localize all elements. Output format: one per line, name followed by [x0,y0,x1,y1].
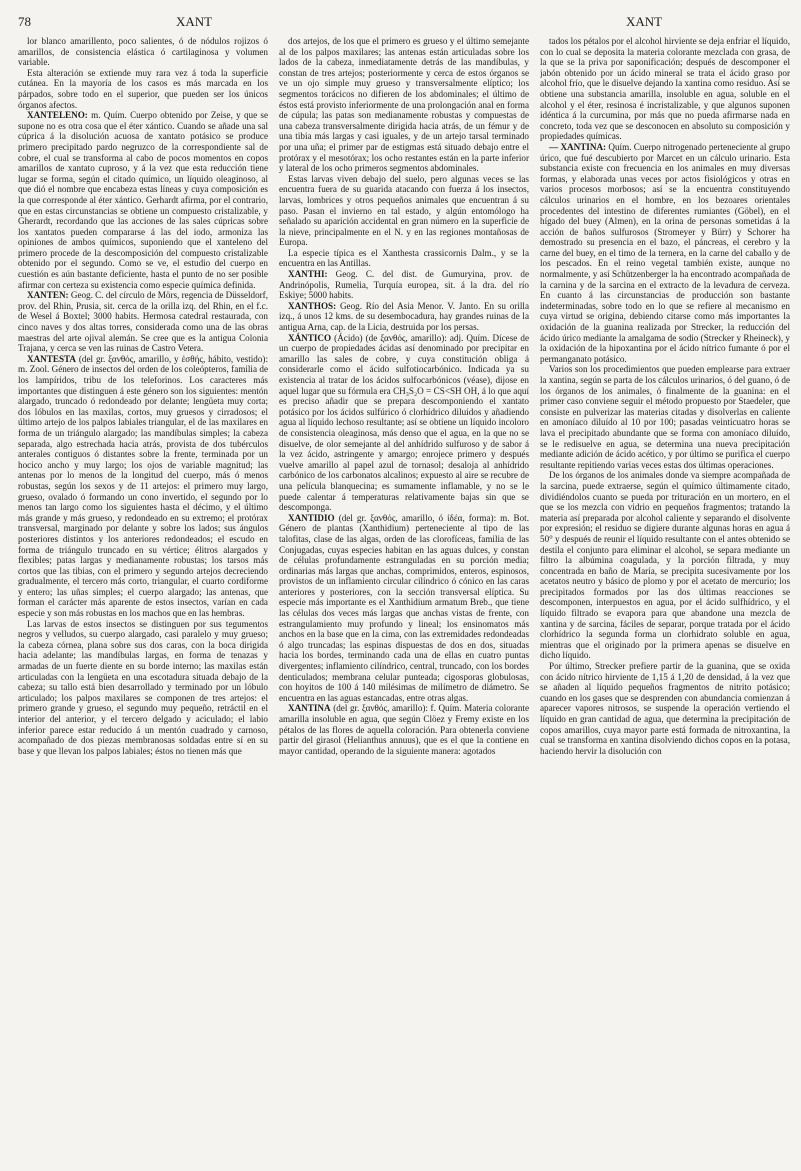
entry-headword: XÁNTICO [288,332,332,343]
entry-headword: XANTIDIO [288,512,335,523]
entry-headword: XANTELENO: [27,110,88,121]
paragraph [540,470,790,661]
entry-headword: XANTESTA [27,353,77,364]
dictionary-entry [279,333,529,513]
paragraph [279,174,529,248]
dictionary-entry [279,269,529,301]
dictionary-entry [279,301,529,333]
paragraph-text: dos artejos, de los que el primero es grueso y el último semejante al de los palpos maxilares; las antenas están articuladas sobre los lados de la cabeza, inmediatamente detrás de las mandíbulas, y constan de tres artejos; posteriormente y cerca de estos órganos se ve un ojo simple muy grueso y transversalmente elíptico; los segmentos torácicos no difieren de los abdominales; el último de éstos está provisto inferiormente de una prolongación anal en forma de cúpula; las patas son medianamente robustas y compuestas de una cabeza transversalmente dirigida hacia atrás, de un fémur y de una tibia más largas y casi iguales, y de un artejo tarsal terminado por una uña; el primer par de estigmas está situado debajo entre el protórax y el mesotórax; los ocho restantes están en la parte inferior y lateral de los ocho primeros segmentos abdominales. [279,36,529,174]
paragraph-text: Geog. Río del Asia Menor. V. Janto. En su orilla izq., á unos 12 kms. de su desembocadura, hay grandes ruinas de la antigua Arna, cap. de la Licia, destruida por los persas. [279,300,529,333]
paragraph [18,36,268,68]
paragraph-text: Por último, Strecker prefiere partir de la guanina, que se oxida con ácido nítrico hirviente de 1,15 á 1,20 de densidad, á la vez que se añaden al líquido pequeños fragmentos de nitrito potásico; cuando en los gases que se desprenden con abundancia comienzan á aparecer vapores nitrosos, se suspende la operación vertiendo el líquido en gran cantidad de agua, que determina la precipitación de copos amarillos, cuya mayor parte está formada de nitroxantina, la cual se transforma en xantina disolviendo dichos copos en la potasa, haciendo hervir la disolución con [540,661,790,756]
dictionary-entry [18,110,268,290]
paragraph-text: La especie típica es el Xanthesta crassicornis Dalm., y se la encuentra en las Antillas. [279,247,529,269]
paragraph-text: m. Quím. Cuerpo obtenido por Zeise, y que se supone no es otra cosa que el éter xántico. Cuando se añade una sal cúprica á la disolución acuosa de xantato potásico se produce primero precipitado pardo negruzco de la correspondiente sal de cobre, el cual se transforma al cabo de pocos momentos en copos amarillos de xantato cuproso, y á la vez que esta reducción tiene lugar se forma, según el citado químico, un líquido oleaginoso, al que dió el nombre que encabeza estas líneas y cuya composición es la que corresponde al éter xántico. Gerhardt afirma, por el contrario, que en estas circunstancias se obtiene un compuesto cristalizable, y Gherardt, recordando que las acciones de las sales cúpricas sobre los xantatos pueden compararse á las del iodo, armoniza las opiniones de ambos químicos, suponiendo que el xanteleno del primero procede de la descomposición del compuesto cristalizable obtenido por el segundo. Como se ve, el estudio del cuerpo en cuestión es aún bastante deficiente, hasta el punto de no ser posible afirmar con certeza su existencia como especie química definida. [18,110,268,290]
paragraph-text: tados los pétalos por el alcohol hirviente se deja enfriar el líquido, con lo cual se deposita la materia colorante mezclada con grasa, de la que se la priva por saponificación; después de descomponer el jabón obtenido por un ácido mineral se trata el ácido graso por alcohol frío, que le disuelve dejando la xantina como residuo. Así se obtiene una substancia amarilla, insoluble en agua, soluble en el alcohol y el éter, resinosa é incristalizable, y que algunos suponen idéntica á la curcumina, por más que no pueda afirmarse nada en concreto, toda vez que se desconocen en absoluto su composición y propiedades químicas. [540,36,790,142]
dictionary-entry [18,354,268,619]
paragraph-text: Esta alteración se extiende muy rara vez á toda la superficie cutánea. En la mayoría de los casos es más marcada en los párpados, sobre todo en el superior, que pueden ser los únicos órganos afectos. [18,67,268,110]
running-head-left: XANT [176,14,213,29]
entry-headword: XANTHOS: [288,300,337,311]
paragraph-text: Quím. Cuerpo nitrogenado perteneciente al grupo úrico, que fué descubierto por Marcet en un cálculo urinario. Esta substancia existe con frecuencia en los animales en muy diversas formas, y elaborada unas veces por actos fisiológicos y otras en varios procesos morbosos; así se la encuentra constituyendo cálculos urinarios en el hombre, en los bezoares orientales procedentes del intestino de diferentes rumiantes (Göbel), en el hígado del buey (Almen), en la orina de personas sometidas á la acción de baños sulfurosos (Stromeyer y Bürr) y Schorer ha demostrado su presencia en el bazo, el páncreas, el cerebro y la carne del buey, en el timo de la ternera, en la carne del caballo y de los pescados. En el reino vegetal también existe, aunque no normalmente, y así Schützenberger la ha encontrado acompañada de la carnina y de la sarcina en el extracto de la levadura de cerveza. En cuanto á las circunstancias de producción son bastante indeterminadas, sobre todo en lo que se refiere al mecanismo en cuya virtud se origina, debiendo citarse como más importantes la oxidación de la guanina realizada por Strecker, la reducción del ácido úrico mediante la amalgama de sodio (Strecker y Rheineck), y la oxidación de la hipoxantina por el ácido nítrico fumante ó por el permanganato potásico. [540,141,790,364]
text-columns [18,36,790,1162]
paragraph-text: De los órganos de los animales donde va siempre acompañada de la sarcina, puede extraerse, según el químico últimamente citado, dividiéndolos cuanto se pueda por trituración en un mortero, en el que se los mezcla con vidrio en pequeños fragmentos; tratando la materia así preparada por alcohol caliente y separando el disolvente por expresión; el residuo se digiere durante algunas horas en agua á 50° y después de reunir el líquido resultante con el antes obtenido se destila el conjunto para eliminar el alcohol, se separa mediante un filtro la albúmina coagulada, y la porción filtrada, y muy concentrada en baño de María, se precipita sucesivamente por los acetatos neutro y básico de plomo y por el acetato de mercurio; los precipitados formados por las dos últimas reacciones se descomponen, interpuestos en agua, por el ácido sulfhídrico, y el líquido filtrado se evapora para que abandone una mezcla de xantina y de sarcina, fáciles de separar, porque tratada por el ácido clorhídrico la segunda forma un clorhidrato soluble en agua, mientras que el originado por la primera apenas se disuelve en dicho líquido. [540,470,790,661]
paragraph [540,36,790,142]
paragraph-text: Estas larvas viven debajo del suelo, pero algunas veces se las encuentra fuera de su guarida atacando con fuerza á los insectos, larvas, lombrices y otros pequeños animales que encuentran á su paso. Pasan el invierno en tal estado, y algún entomólogo ha señalado su aparición accidental en gran número en la superficie de la nieve, principalmente en el N. y en las regiones montañosas de Europa. [279,173,529,248]
paragraph-text: (Ácido) (de ξανθός, amarillo): adj. Quím. Dícese de un cuerpo de propiedades ácidas así denominado por precipitar en amarillo las sales de cobre, y cuya constitución obliga á considerarle como el ácido sulfotiocarbónico. Indicada ya su existencia al tratar de los ácidos sulfocarbónicos (véase), dijose en aquel lugar que su fórmula era CH₃S₂O = CS<SH OH, á lo que aquí es preciso añadir que se prepara descomponiendo el xantato potásico por los ácidos sulfúrico ó clorhídrico diluídos y añadiendo agua al líquido lechoso resultante; así se obtiene un líquido incoloro de consistencia oleaginosa, más denso que el agua, en la que no se disuelve, de olor semejante al del anhídrido sulfuroso y de sabor á la vez ácido, astringente y amargo; enrojece primero y después vuelve amarillo al papel azul de tornasol; desaloja al anhídrido carbónico de los carbonatos alcalinos; expuesto al aire se recubre de una película blanquecina; es sumamente inflamable, y no se le puede calentar á temperaturas relativamente bajas sin que se descomponga. [279,332,529,513]
paragraph-text: Geog. C. del dist. de Gumurуina, prov. de Andrinópolis, Rumelia, Turquía europea, sit. á la dra. del río Eskiye; 5000 habits. [279,269,529,301]
paragraph [279,248,529,269]
paragraph [18,619,268,757]
paragraph-text: Las larvas de estos insectos se distinguen por sus tegumentos negros y velludos, su cuerpo alargado, casi paralelo y muy grueso; la cabeza córnea, plana sobre sus dos caras, con la boca dirigida hacia adelante; las mandíbulas largas, en forma de tenazas y armadas de un fuerte diente en su borde interno; las maxilas están articuladas con la lengüeta en una escotadura situada debajo de la cabeza; su tallo está bien desarrollado y terminado por un lóbulo articulado; los palpos maxilares se componen de tres artejos: el primero grande y grueso, el segundo muy pequeño, retráctil en el interior del anterior, y el tercero delgado y aciculado; el labio inferior parece estar reducido á un mentón cuadrado y carnoso, acompañado de dos piezas membranosas soldadas entre sí en su base y que llevan los palpos labiales; éstos no tienen más que [18,618,268,756]
paragraph-text: (del gr. ξανθός, amarillo, y ἐσθής, hábito, vestido): m. Zool. Género de insectos del orden de los coleópteros, familia de los lampíridos, tribu de los teleforinos. Los caracteres más importantes que distinguen á este género son los siguientes: mentón alargado, truncado ó redondeado por delante; lengüeta muy corta; dos lóbulos en las maxilas, cortos, muy gruesos y cirradosos; el último artejo de los palpos labiales triangular, el de las maxilares en forma de un triángulo alargado; las mandíbulas simples; la cabeza separada, algo estrechada hacia atrás, provista de dos tubérculos anterales contiguos ó distantes sobre la frente, terminada por un hocico ancho y muy largo; los ojos de variable magnitud; las antenas por lo menos de la longitud del cuerpo, más ó menos robustas, según los sexos y de 11 artejos: el primero muy largo, grueso, ovalado ó formando un cono invertido, el segundo por lo menos tan largo como los siguientes hasta el décimo, y el último más grande y más grueso, y redondeado en su extremo; el protórax transversal, marginado por delante y sobre los lados; sus ángulos posteriores distintos y los anteriores redondeados; el escudo en forma de triángulo truncado en su vértice; élitros alargados y flexibles; patas largas y medianamente robustas; los tarsos más cortos que las tibias, con el primero y segundo artejos decreciendo gradualmente, el tercero más corto, triangular, el cuarto cordiforme y entero; las uñas simples; el cuerpo alargado; las antenas, que forman el carácter más aparente de estos insectos, varían en cada especie y son más robustas en los machos que en las hembras. [18,353,268,619]
page-number: 78 [18,14,31,29]
running-head-right: XANT [626,14,663,29]
dictionary-entry [279,703,529,756]
paragraph-text: lor blanco amarillento, poco salientes, ó de nódulos rojizos ó amarillos, de consistencia elástica ó cartilaginosa y volumen variable. [18,36,268,68]
paragraph-text: Varios son los procedimientos que pueden emplearse para extraer la xantina, según se parta de los cálculos urinarios, ó del guano, ó de los órganos de los animales, ó finalmente de la guanina: en el primer caso conviene seguir el método propuesto por Staedeler, que consiste en pulverizar las materias citadas y disolverlas en caliente en amoníaco diluído al 10 por 100; pasadas veinticuatro horas se lava el precipitado abundante que se forma con amoníaco diluído, se le redisuelve en agua, se determina una nueva precipitación mediante adición de ácido acético, y por último se purifica el cuerpo resultante repitiendo varias veces estas dos últimas operaciones. [540,364,790,470]
paragraph [540,661,790,756]
dictionary-entry [18,290,268,354]
page-header [0,14,801,34]
dictionary-entry [279,513,529,704]
entry-headword: XANTEN: [27,290,69,301]
paragraph-text: Geog. C. del círculo de Mörs, regencia de Düsseldorf, prov. del Rhin, Prusia, sit. cerca de la orilla izq. del Rhin, en el f.c. de Wesel á Boxtel; 3000 habits. Hermosa catedral restaurada, con cinco naves y dos altas torres, considerada como una de las obras maestras del arte ojival alemán. Se cree que es la antigua Colonia Trajana, y cerca se ven las ruinas de Castro Vetera. [18,290,268,354]
paragraph-text: (del gr. ξανθός, amarillo, ó ἰδέα, forma): m. Bot. Género de plantas (Xanthidium) perteneciente al tipo de las talofitas, clase de las algas, orden de las clorofíceas, familia de las Conjugadas, cuyas especies habitan en las aguas dulces, y constan de células profundamente estranguladas en su porción media; ordinarias más largas que anchas, comprimidos, enteros, espinosos, provistos de un inflamiento circular cilíndrico ó cónico en las caras anteriores y posteriores, con la sección transversal elíptica. Su especie más importante es el Xanthidium armatum Breb., que tiene las células dos veces más largas que anchas vistas de frente, con estrangulamiento muy profundo y lineal; los ensinomatos más anchos en la base que en la cima, con las extremidades redondeadas ó algo truncadas; las espinas dispuestas de dos en dos, situadas hacia los bordes, terminando cada una de ellas en cuatro puntas divergentes; inflamiento cilíndrico, central, truncado, con los bordes denticulados; membrana celular punteada; cigosporas globulosas, con hoyitos de 100 á 140 milésimas de milímetro de diámetro. Se encuentra en las aguas estancadas, entre otras algas. [279,512,529,703]
column-2 [279,36,529,1162]
paragraph [279,36,529,174]
dictionary-entry [540,142,790,364]
paragraph [18,68,268,110]
column-3 [540,36,790,1162]
entry-headword: — XANTINA: [549,141,607,152]
paragraph [540,364,790,470]
entry-headword: XANTINA [288,703,331,714]
paragraph-text: (del gr. ξανθός, amarillo): f. Quím. Materia colorante amarilla insoluble en agua, que según Clöez y Fremy existe en los pétalos de las flores de aquella coloración. Para obtenerla conviene partir del girasol (Helianthus annuus), que es el que la contiene en mayor cantidad, operando de la siguiente manera: agotados [279,703,529,756]
column-1 [18,36,268,1162]
entry-headword: XANTHI: [288,269,328,280]
